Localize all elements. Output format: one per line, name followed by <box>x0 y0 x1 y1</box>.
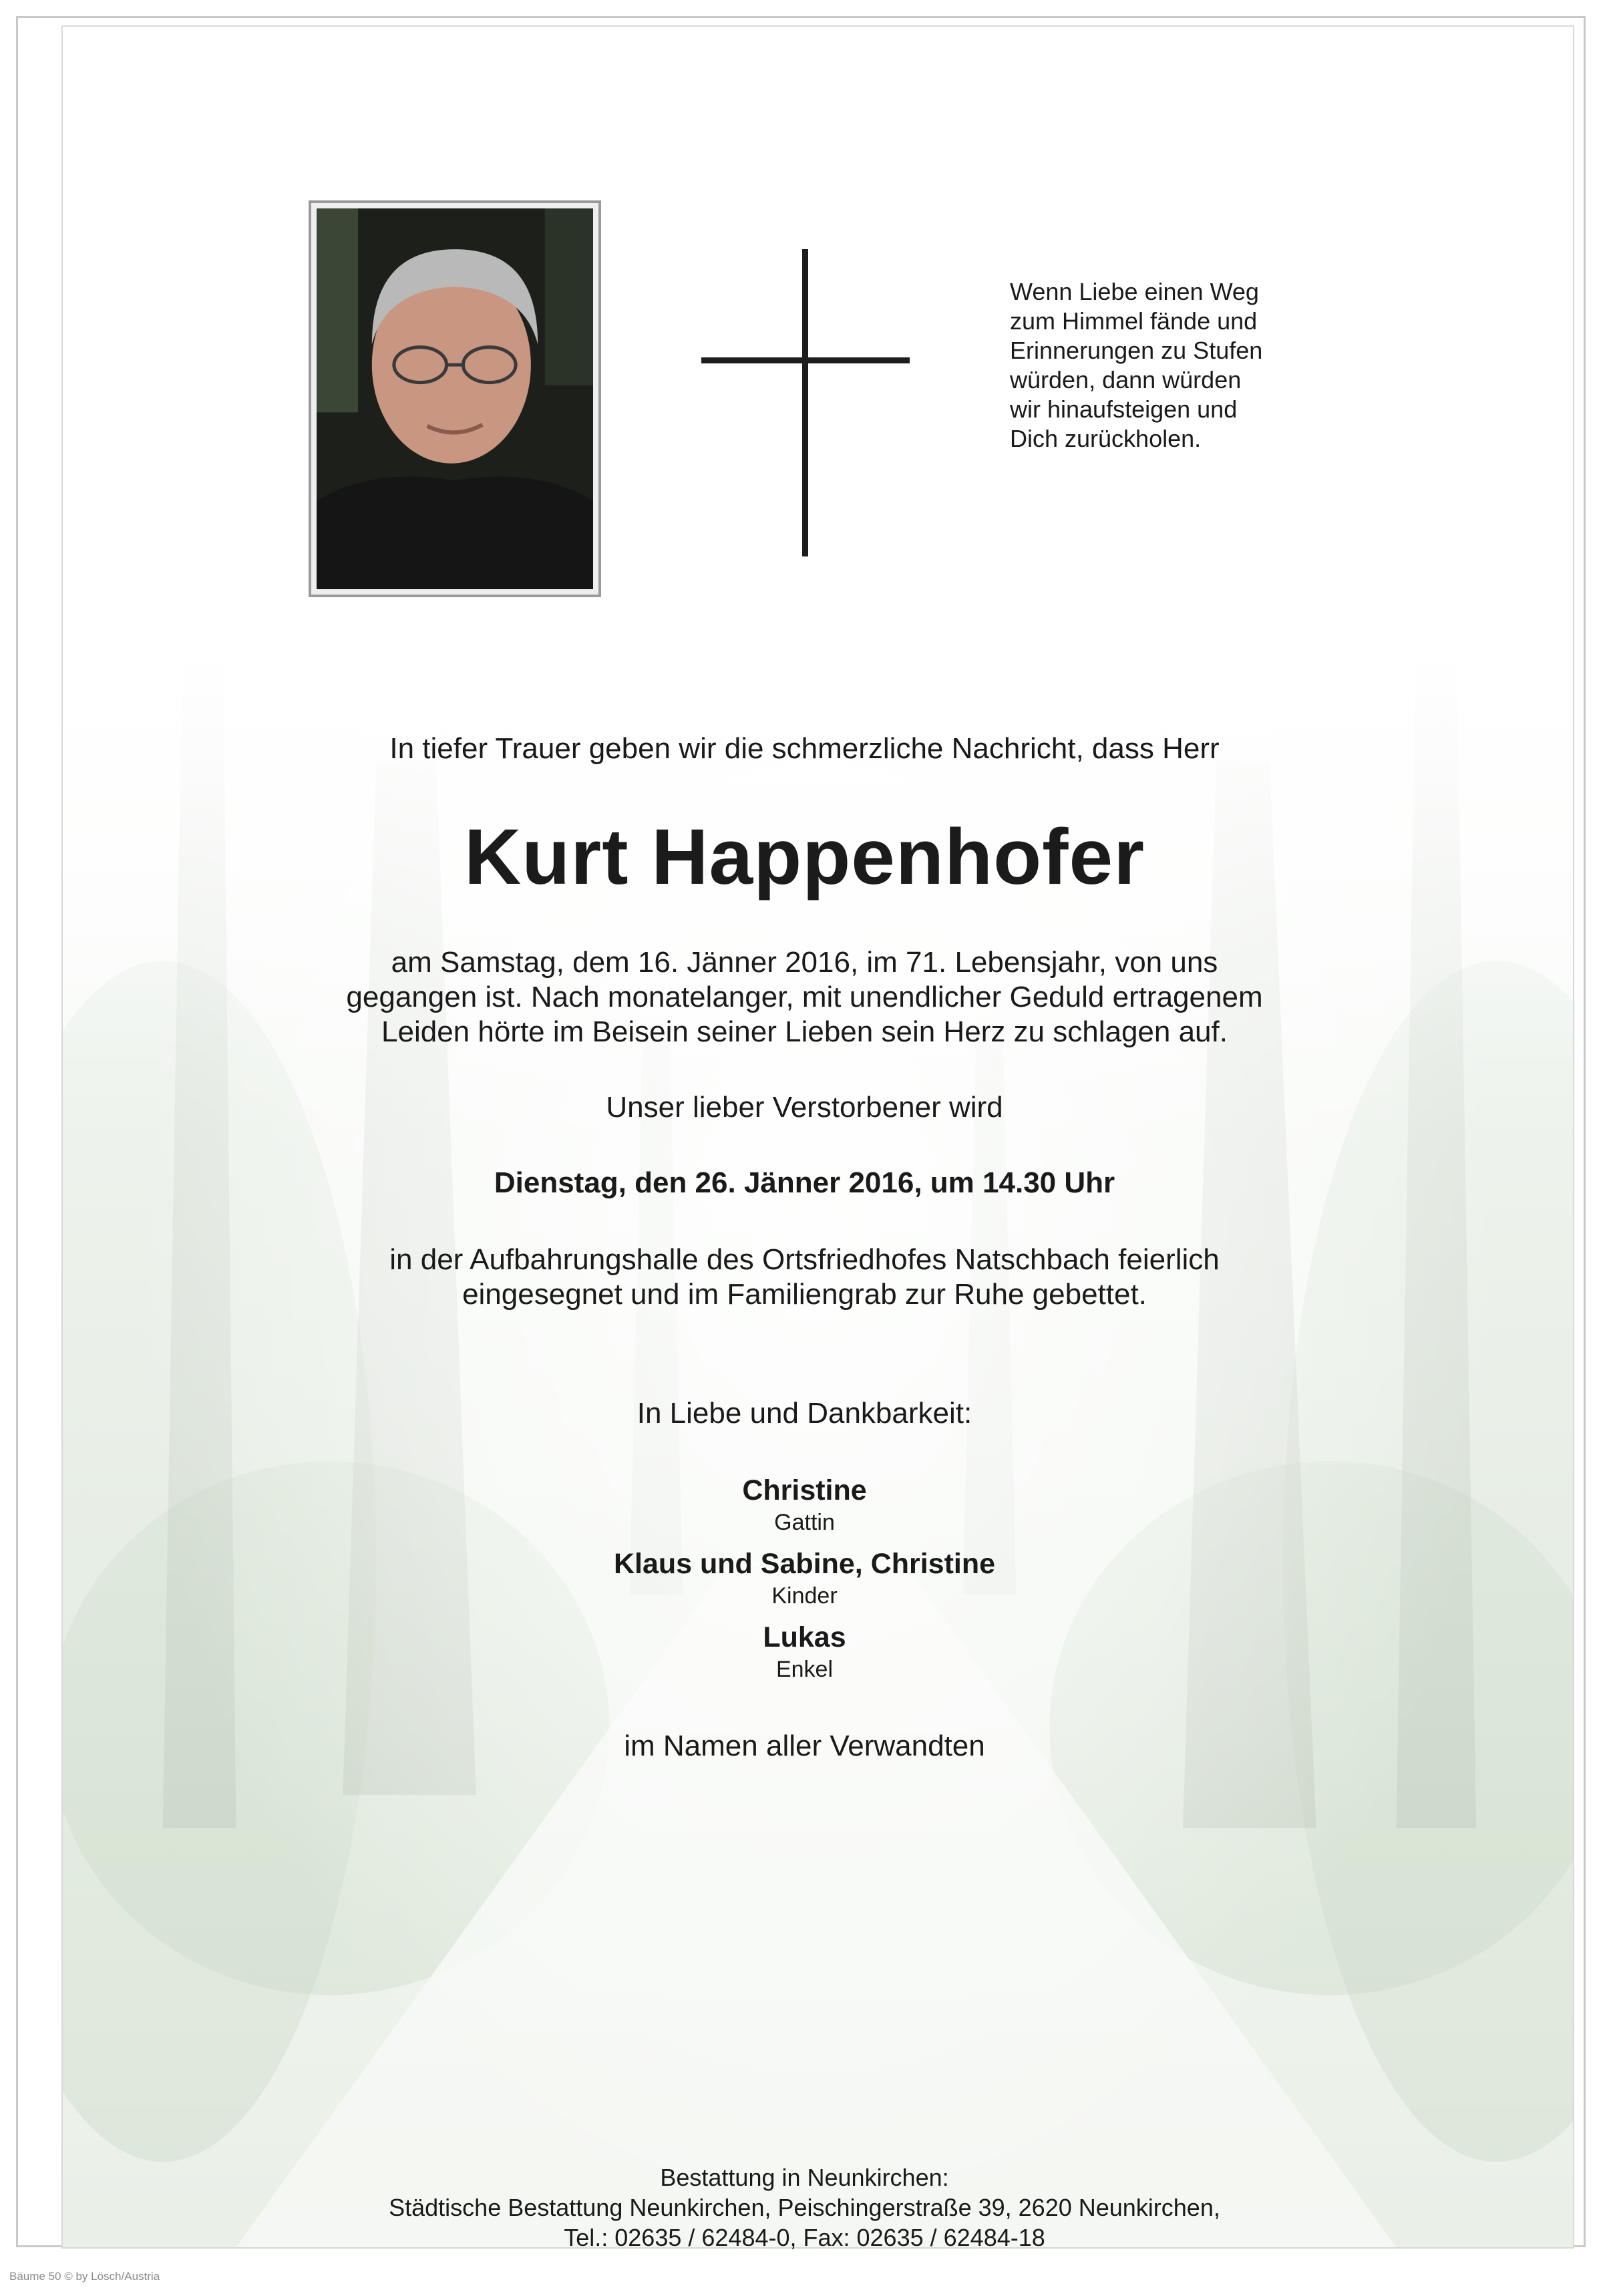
poem-line: wir hinaufsteigen und <box>1010 395 1238 423</box>
passing-line: Leiden hörte im Beisein seiner Lieben sein Herz zu schlagen auf. <box>381 1015 1228 1048</box>
mourner-relation: Kinder <box>771 1583 838 1609</box>
passing-line: am Samstag, dem 16. Jänner 2016, im 71. Lebensjahr, von uns <box>391 946 1218 979</box>
mourner-name: Klaus und Sabine, Christine <box>613 1548 996 1580</box>
mourner-relation: Enkel <box>775 1657 834 1682</box>
mourner-name: Christine <box>742 1474 867 1506</box>
poem-line: Wenn Liebe einen Weg <box>1010 278 1259 305</box>
poem-line: würden, dann würden <box>1010 366 1242 393</box>
deceased-name: Kurt Happenhofer <box>464 813 1145 901</box>
funeral-home-line: Bestattung in Neunkirchen: <box>660 2164 949 2191</box>
funeral-home-line: Tel.: 02635 / 62484-0, Fax: 02635 / 62484-18 <box>564 2224 1045 2251</box>
mourner-name: Lukas <box>763 1621 846 1653</box>
cross-icon-horizontal <box>701 357 910 363</box>
mourners-heading: In Liebe und Dankbarkeit: <box>637 1397 972 1430</box>
mourners-closing: im Namen aller Verwandten <box>624 1730 985 1762</box>
poem-line: zum Himmel fände und <box>1010 307 1258 335</box>
poem-line: Erinnerungen zu Stufen <box>1010 337 1263 364</box>
funeral-place-line: eingesegnet und im Familiengrab zur Ruhe gebettet. <box>462 1278 1147 1311</box>
funeral-date: Dienstag, den 26. Jänner 2016, um 14.30 Uhr <box>494 1166 1115 1199</box>
passing-line: gegangen ist. Nach monatelanger, mit unendlicher Geduld ertragenem <box>346 981 1263 1013</box>
funeral-intro: Unser lieber Verstorbener wird <box>606 1091 1003 1124</box>
announcement-intro: In tiefer Trauer geben wir die schmerzliche Nachricht, dass Herr <box>389 732 1220 765</box>
funeral-home-line: Städtische Bestattung Neunkirchen, Peischingerstraße 39, 2620 Neunkirchen, <box>389 2194 1220 2221</box>
cross-icon-vertical <box>802 249 808 556</box>
poem-line: Dich zurückholen. <box>1010 425 1202 452</box>
memorial-poem <box>1010 277 1344 454</box>
portrait-image <box>317 208 593 589</box>
portrait-photo <box>309 200 601 597</box>
mourner-relation: Gattin <box>774 1510 835 1535</box>
funeral-place-line: in der Aufbahrungshalle des Ortsfriedhofes Natschbach feierlich <box>389 1243 1220 1276</box>
template-credit: Bäume 50 © by Lösch/Austria <box>9 2270 160 2283</box>
